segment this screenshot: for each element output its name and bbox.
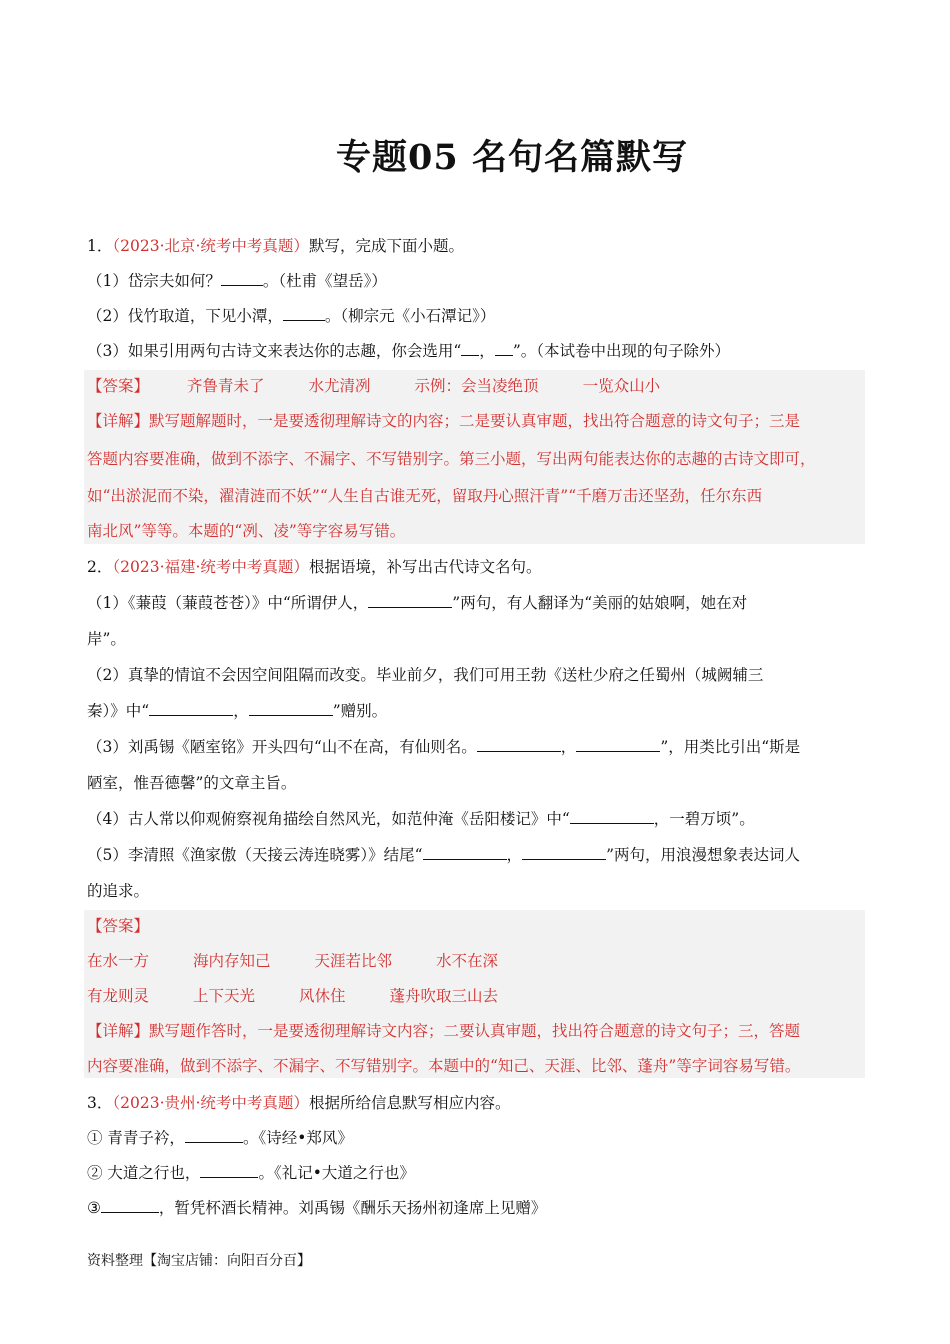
answer-blank: [283, 306, 325, 321]
answer-blank: [221, 271, 263, 286]
q2-source: （2023·福建·统考中考真题）: [112, 558, 309, 576]
footer: 资料整理【淘宝店铺：向阳百分百】: [87, 1253, 311, 1269]
q1-part2: （2）伐竹取道，下见小潭， 。（柳宗元《小石潭记》）: [87, 307, 496, 325]
q2-part4: （4）古人常以仰观俯察视角描绘自然风光，如范仲淹《岳阳楼记》中“ ，一碧万顷”。: [87, 810, 755, 828]
q2-part5-cont: 的追求。: [87, 882, 150, 900]
answer-blank: [149, 701, 233, 716]
q2-part3: （3）刘禹锡《陋室铭》开头四句“山不在高，有仙则名。 ， ”，用类比引出“斯是: [87, 738, 801, 756]
q2-part5: （5）李清照《渔家傲（天接云涛连晓雾）》结尾“ ， ”两句，用浪漫想象表达词人: [87, 846, 800, 864]
q1-detail-line: 南北风”等等。本题的“冽、凌”等字容易写错。: [87, 522, 406, 540]
q2-part3-cont: 陋室，惟吾德馨”的文章主旨。: [87, 774, 297, 792]
q1-detail-line: 【详解】默写题解题时，一是要透彻理解诗文的内容；二是要认真审题，找出符合题意的诗文句子；三是: [87, 412, 801, 430]
q2-answers-row: 在水一方 海内存知己 天涯若比邻 水不在深: [87, 952, 499, 970]
q2-stem: 2．（2023·福建·统考中考真题）根据语境，补写出古代诗文名句。: [87, 558, 542, 576]
q1-stem: 1．（2023·北京·统考中考真题）默写，完成下面小题。: [87, 237, 464, 255]
answer-blank: [477, 737, 561, 752]
q1-detail-line: 答题内容要准确，做到不添字、不漏字、不写错别字。第三小题，写出两句能表达你的志趣的古诗文即可，: [87, 450, 816, 468]
answer-blank: [185, 1128, 243, 1143]
q3-item2: ② 大道之行也， 。《礼记•大道之行也》: [87, 1164, 415, 1182]
q2-part1: （1）《蒹葭（蒹葭苍苍）》中“所谓伊人， ”两句，有人翻译为“美丽的姑娘啊，她在对: [87, 594, 748, 612]
answer-blank: [461, 341, 479, 356]
q3-item1: ① 青青子衿， 。《诗经•郑风》: [87, 1129, 353, 1147]
q1-answer: 【答案】 齐鲁青未了 水尤清冽 示例：会当凌绝顶 一览众山小: [87, 377, 661, 395]
q2-part1-cont: 岸”。: [87, 630, 126, 648]
q1-part1: （1）岱宗夫如何？ 。（杜甫《望岳》）: [87, 272, 387, 290]
answer-blank: [522, 845, 606, 860]
q2-answer-label: 【答案】: [87, 917, 150, 935]
q2-answers-row: 有龙则灵 上下天光 风休住 蓬舟吹取三山去: [87, 987, 499, 1005]
answer-blank: [570, 809, 654, 824]
answer-blank: [423, 845, 507, 860]
q3-item3: ③ ，暂凭杯酒长精神。刘禹锡《酬乐天扬州初逢席上见赠》: [87, 1199, 547, 1217]
answer-blank: [101, 1198, 159, 1213]
answer-blank: [576, 737, 660, 752]
q2-part2-cont: 秦）》中“ ， ”赠别。: [87, 702, 388, 720]
q3-stem: 3．（2023·贵州·统考中考真题）根据所给信息默写相应内容。: [87, 1094, 511, 1112]
answer-blank: [495, 341, 513, 356]
q1-source: （2023·北京·统考中考真题）: [112, 237, 309, 255]
q1-detail-line: 如“出淤泥而不染，濯清涟而不妖”“人生自古谁无死，留取丹心照汗青”“千磨万击还坚劲，任尔东西: [87, 487, 763, 505]
answer-blank: [249, 701, 333, 716]
answer-blank: [200, 1163, 258, 1178]
page-title: 专题05 名句名篇默写: [336, 137, 688, 178]
answer-blank: [368, 593, 452, 608]
q3-source: （2023·贵州·统考中考真题）: [112, 1094, 309, 1112]
q2-detail-line: 【详解】默写题作答时，一是要透彻理解诗文内容；二要认真审题，找出符合题意的诗文句子；三，答题: [87, 1022, 801, 1040]
q2-detail-line: 内容要准确，做到不添字、不漏字、不写错别字。本题中的“知己、天涯、比邻、蓬舟”等字词容易写错。: [87, 1057, 801, 1075]
q2-part2: （2）真挚的情谊不会因空间阻隔而改变。毕业前夕，我们可用王勃《送杜少府之任蜀州（城阙辅三: [87, 666, 764, 684]
q1-part3: （3）如果引用两句古诗文来表达你的志趣，你会选用“ ， ”。（本试卷中出现的句子除外）: [87, 342, 730, 360]
